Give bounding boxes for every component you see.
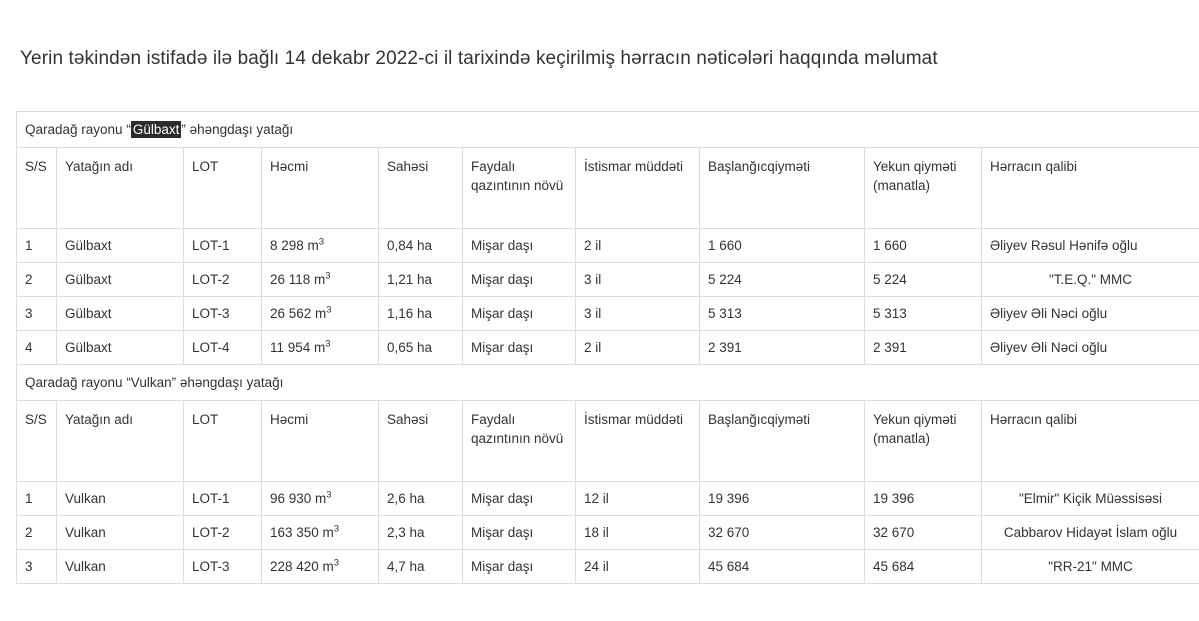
- cell-volume-value: 163 350 m: [270, 525, 334, 540]
- cell-winner: "RR-21" MMC: [982, 549, 1199, 583]
- cell-mineral: Mişar daşı: [463, 481, 576, 515]
- table-row: [17, 296, 1199, 330]
- cell-winner: "Elmir" Kiçik Müəssisəsi: [982, 481, 1199, 515]
- cell-ss: 1: [17, 481, 57, 515]
- table-row: [17, 481, 1199, 515]
- section-caption: Qaradağ rayonu “Vulkan” əhəngdaşı yatağı: [17, 364, 1199, 400]
- cell-area: 0,65 ha: [379, 330, 463, 364]
- cell-ss: 4: [17, 330, 57, 364]
- cell-mineral: Mişar daşı: [463, 228, 576, 262]
- cell-term: 2 il: [576, 330, 700, 364]
- cell-volume: [262, 330, 379, 364]
- cell-final-price: 1 660: [865, 228, 982, 262]
- cell-lot: LOT-1: [184, 481, 262, 515]
- section-caption: [17, 111, 1199, 147]
- table-row: [17, 330, 1199, 364]
- cell-lot: LOT-4: [184, 330, 262, 364]
- column-header-mineral: Faydalı qazıntının növü: [463, 147, 576, 228]
- cell-final-price: 32 670: [865, 515, 982, 549]
- cell-area: 0,84 ha: [379, 228, 463, 262]
- cell-deposit: Gülbaxt: [57, 296, 184, 330]
- cell-volume-value: 8 298 m: [270, 238, 319, 253]
- cell-volume-value: 26 118 m: [270, 272, 325, 287]
- cell-winner: Cabbarov Hidayət İslam oğlu: [982, 515, 1199, 549]
- cell-volume: [262, 481, 379, 515]
- cell-deposit: Vulkan: [57, 515, 184, 549]
- cell-winner: Əliyev Rəsul Hənifə oğlu: [982, 228, 1199, 262]
- table-row: [17, 549, 1199, 583]
- cell-term: 24 il: [576, 549, 700, 583]
- cell-start-price: 45 684: [700, 549, 865, 583]
- cell-volume: [262, 228, 379, 262]
- auction-results-tables: [0, 111, 1199, 584]
- cell-final-price: 2 391: [865, 330, 982, 364]
- cell-start-price: 5 313: [700, 296, 865, 330]
- cell-area: 4,7 ha: [379, 549, 463, 583]
- table-header-row: [17, 400, 1199, 481]
- cell-term: 3 il: [576, 262, 700, 296]
- auction-results-table: [16, 111, 1199, 584]
- cell-final-price: 5 224: [865, 262, 982, 296]
- cell-area: 1,16 ha: [379, 296, 463, 330]
- cell-area: 2,6 ha: [379, 481, 463, 515]
- cell-ss: 1: [17, 228, 57, 262]
- cell-term: 2 il: [576, 228, 700, 262]
- cell-volume-value: 26 562 m: [270, 306, 326, 321]
- section-caption-highlight[interactable]: Gülbaxt: [131, 121, 182, 138]
- cell-start-price: 32 670: [700, 515, 865, 549]
- cell-volume-exponent: 3: [334, 557, 339, 568]
- cell-mineral: Mişar daşı: [463, 262, 576, 296]
- cell-ss: 3: [17, 549, 57, 583]
- cell-lot: LOT-2: [184, 515, 262, 549]
- cell-deposit: Vulkan: [57, 549, 184, 583]
- table-row: [17, 515, 1199, 549]
- cell-deposit: Vulkan: [57, 481, 184, 515]
- cell-volume: [262, 549, 379, 583]
- cell-volume: [262, 262, 379, 296]
- cell-deposit: Gülbaxt: [57, 228, 184, 262]
- cell-lot: LOT-1: [184, 228, 262, 262]
- cell-volume-value: 96 930 m: [270, 491, 326, 506]
- column-header-term: İstismar müddəti: [576, 400, 700, 481]
- cell-mineral: Mişar daşı: [463, 515, 576, 549]
- cell-start-price: 1 660: [700, 228, 865, 262]
- cell-mineral: Mişar daşı: [463, 296, 576, 330]
- column-header-area: Sahəsi: [379, 147, 463, 228]
- column-header-deposit: Yatağın adı: [57, 400, 184, 481]
- cell-winner: Əliyev Əli Nəci oğlu: [982, 330, 1199, 364]
- cell-term: 12 il: [576, 481, 700, 515]
- section-caption-row: [17, 364, 1199, 400]
- cell-final-price: 19 396: [865, 481, 982, 515]
- cell-deposit: Gülbaxt: [57, 330, 184, 364]
- cell-deposit: Gülbaxt: [57, 262, 184, 296]
- column-header-final-price: Yekun qiyməti (manatla): [865, 147, 982, 228]
- cell-start-price: 5 224: [700, 262, 865, 296]
- cell-volume-exponent: 3: [334, 523, 339, 534]
- cell-lot: LOT-2: [184, 262, 262, 296]
- column-header-lot: LOT: [184, 147, 262, 228]
- column-header-deposit: Yatağın adı: [57, 147, 184, 228]
- section-caption-suffix: ” əhəngdaşı yatağı: [181, 122, 293, 137]
- cell-volume-value: 228 420 m: [270, 559, 334, 574]
- cell-ss: 2: [17, 515, 57, 549]
- column-header-ss: S/S: [17, 400, 57, 481]
- cell-volume-exponent: 3: [319, 236, 324, 247]
- cell-term: 3 il: [576, 296, 700, 330]
- column-header-area: Sahəsi: [379, 400, 463, 481]
- section-caption-row: [17, 111, 1199, 147]
- column-header-final-price: Yekun qiyməti (manatla): [865, 400, 982, 481]
- cell-final-price: 5 313: [865, 296, 982, 330]
- table-header-row: [17, 147, 1199, 228]
- document-page: [0, 13, 1199, 621]
- section-caption-prefix: Qaradağ rayonu “: [25, 122, 131, 137]
- cell-volume-value: 11 954 m: [270, 340, 325, 355]
- page-title: Yerin təkindən istifadə ilə bağlı 14 dekabr 2022-ci il tarixində keçirilmiş hərracın nəticələri haqqında məlumat: [0, 13, 1199, 73]
- cell-volume-exponent: 3: [326, 489, 331, 500]
- column-header-volume: Həcmi: [262, 147, 379, 228]
- cell-final-price: 45 684: [865, 549, 982, 583]
- table-row: [17, 228, 1199, 262]
- cell-lot: LOT-3: [184, 549, 262, 583]
- cell-mineral: Mişar daşı: [463, 330, 576, 364]
- column-header-volume: Həcmi: [262, 400, 379, 481]
- cell-ss: 3: [17, 296, 57, 330]
- cell-volume-exponent: 3: [325, 270, 330, 281]
- column-header-term: İstismar müddəti: [576, 147, 700, 228]
- cell-volume-exponent: 3: [325, 338, 330, 349]
- cell-volume: [262, 296, 379, 330]
- column-header-winner: Hərracın qalibi: [982, 400, 1199, 481]
- cell-volume-exponent: 3: [326, 304, 331, 315]
- cell-lot: LOT-3: [184, 296, 262, 330]
- table-row: [17, 262, 1199, 296]
- column-header-start-price: Başlanğıcqiyməti: [700, 400, 865, 481]
- cell-start-price: 2 391: [700, 330, 865, 364]
- column-header-winner: Hərracın qalibi: [982, 147, 1199, 228]
- column-header-mineral: Faydalı qazıntının növü: [463, 400, 576, 481]
- column-header-ss: S/S: [17, 147, 57, 228]
- cell-ss: 2: [17, 262, 57, 296]
- cell-mineral: Mişar daşı: [463, 549, 576, 583]
- cell-winner: Əliyev Əli Nəci oğlu: [982, 296, 1199, 330]
- cell-winner: "T.E.Q." MMC: [982, 262, 1199, 296]
- cell-volume: [262, 515, 379, 549]
- cell-area: 1,21 ha: [379, 262, 463, 296]
- cell-area: 2,3 ha: [379, 515, 463, 549]
- column-header-lot: LOT: [184, 400, 262, 481]
- column-header-start-price: Başlanğıcqiyməti: [700, 147, 865, 228]
- cell-start-price: 19 396: [700, 481, 865, 515]
- cell-term: 18 il: [576, 515, 700, 549]
